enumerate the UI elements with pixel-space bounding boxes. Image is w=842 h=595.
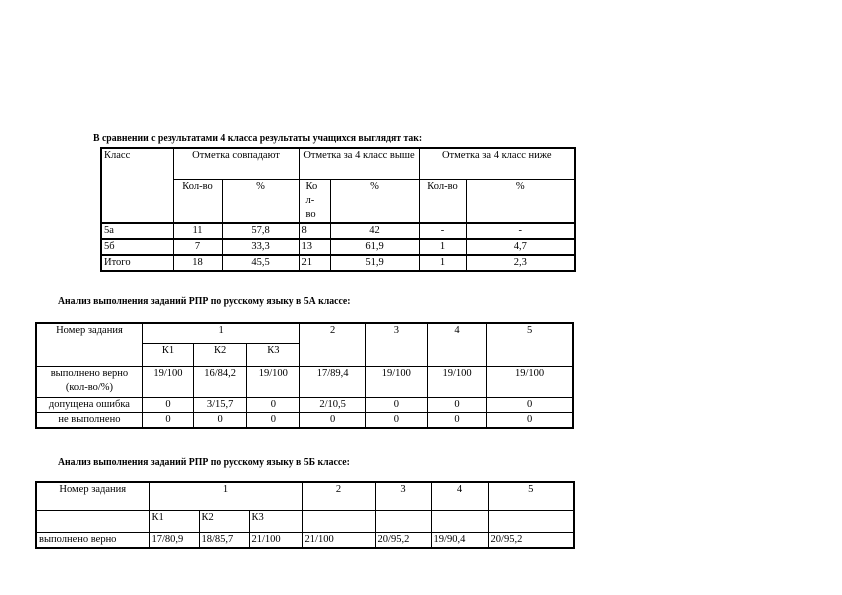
empty-cell	[431, 510, 488, 532]
cell: 0	[194, 412, 247, 428]
cell: 0	[487, 412, 573, 428]
cell: 13	[299, 239, 330, 255]
table-row	[36, 397, 573, 412]
header-task-3: 3	[365, 323, 427, 366]
cell: 0	[142, 412, 193, 428]
heading-5b-analysis: Анализ выполнения заданий РПР по русскому языку в 5Б классе:	[58, 457, 350, 468]
empty-cell	[302, 510, 375, 532]
header-higher: Отметка за 4 класс выше	[299, 148, 419, 179]
header-k3: К3	[249, 510, 302, 532]
cell: 18/85,7	[199, 532, 249, 548]
comparison-table	[100, 147, 576, 272]
header-task-2: 2	[300, 323, 365, 366]
empty-cell	[36, 510, 149, 532]
cell: 19/100	[427, 366, 486, 397]
cell: 0	[300, 412, 365, 428]
cell: -	[419, 223, 466, 239]
cell: 0	[142, 397, 193, 412]
header-task-4: 4	[427, 323, 486, 366]
cell: 7	[173, 239, 222, 255]
cell: 61,9	[330, 239, 419, 255]
cell: 0	[487, 397, 573, 412]
cell: 0	[247, 412, 300, 428]
header-task-4: 4	[431, 482, 488, 510]
row-label: выполнено верно (кол-во/%)	[36, 366, 142, 397]
table-row	[36, 532, 574, 548]
empty-cell	[488, 510, 574, 532]
cell: 1	[419, 239, 466, 255]
cell: 0	[365, 397, 427, 412]
row-label: не выполнено	[36, 412, 142, 428]
cell-class: Итого	[101, 255, 173, 271]
heading-5a-analysis: Анализ выполнения заданий РПР по русскому языку в 5А классе:	[58, 296, 351, 307]
cell: -	[466, 223, 575, 239]
row-label: допущена ошибка	[36, 397, 142, 412]
cell: 21	[299, 255, 330, 271]
cell: 4,7	[466, 239, 575, 255]
header-k3: К3	[247, 343, 300, 366]
cell: 0	[365, 412, 427, 428]
cell: 8	[299, 223, 330, 239]
subheader-count: Кол-во	[419, 179, 466, 223]
cell: 45,5	[222, 255, 299, 271]
cell: 20/95,2	[375, 532, 431, 548]
cell: 1	[419, 255, 466, 271]
table-row	[101, 255, 575, 271]
cell: 16/84,2	[194, 366, 247, 397]
cell: 19/100	[247, 366, 300, 397]
cell: 33,3	[222, 239, 299, 255]
header-lower: Отметка за 4 класс ниже	[419, 148, 575, 179]
cell: 3/15,7	[194, 397, 247, 412]
subheader-percent: %	[330, 179, 419, 223]
cell: 20/95,2	[488, 532, 574, 548]
cell-class: 5а	[101, 223, 173, 239]
cell: 0	[427, 397, 486, 412]
row-label: выполнено верно	[36, 532, 149, 548]
header-task-3: 3	[375, 482, 431, 510]
header-task-number: Номер задания	[36, 323, 142, 366]
header-class: Класс	[101, 148, 173, 223]
heading-comparison: В сравнении с результатами 4 класса результаты учащихся выглядят так:	[93, 133, 423, 144]
analysis-5b-table	[35, 481, 575, 549]
cell: 19/100	[365, 366, 427, 397]
header-task-number: Номер задания	[36, 482, 149, 510]
empty-cell	[375, 510, 431, 532]
header-task-5: 5	[487, 323, 573, 366]
cell: 0	[247, 397, 300, 412]
cell: 18	[173, 255, 222, 271]
analysis-5a-table	[35, 322, 574, 429]
cell: 2,3	[466, 255, 575, 271]
header-k2: К2	[194, 343, 247, 366]
table-row	[101, 239, 575, 255]
cell: 57,8	[222, 223, 299, 239]
header-k1: К1	[149, 510, 199, 532]
subheader-percent: %	[466, 179, 575, 223]
header-task-2: 2	[302, 482, 375, 510]
header-task-5: 5	[488, 482, 574, 510]
subheader-percent: %	[222, 179, 299, 223]
cell: 21/100	[302, 532, 375, 548]
cell: 2/10,5	[300, 397, 365, 412]
cell: 19/90,4	[431, 532, 488, 548]
cell: 21/100	[249, 532, 302, 548]
header-task-1: 1	[149, 482, 302, 510]
table-row	[101, 223, 575, 239]
subheader-count: Кол-во	[173, 179, 222, 223]
table-row	[36, 366, 573, 397]
header-k2: К2	[199, 510, 249, 532]
header-k1: К1	[142, 343, 193, 366]
subheader-count: Ко л- во	[299, 179, 330, 223]
header-task-1: 1	[142, 323, 300, 343]
cell: 51,9	[330, 255, 419, 271]
cell: 11	[173, 223, 222, 239]
cell: 42	[330, 223, 419, 239]
cell: 19/100	[487, 366, 573, 397]
cell: 19/100	[142, 366, 193, 397]
cell: 17/80,9	[149, 532, 199, 548]
header-same: Отметка совпадают	[173, 148, 299, 179]
cell: 17/89,4	[300, 366, 365, 397]
cell-class: 5б	[101, 239, 173, 255]
table-row	[36, 412, 573, 428]
cell: 0	[427, 412, 486, 428]
